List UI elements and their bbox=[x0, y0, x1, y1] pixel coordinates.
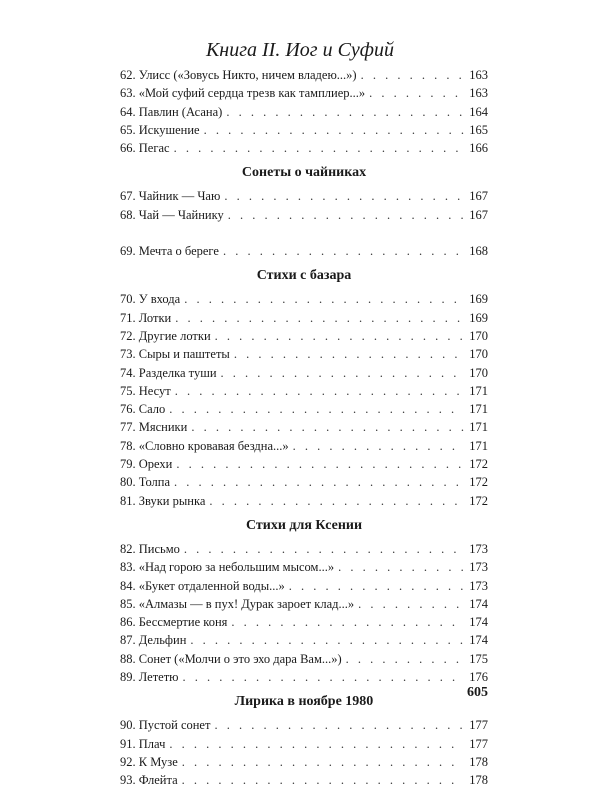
toc-entry bbox=[120, 437, 488, 455]
toc-entry-page: 171 bbox=[469, 438, 488, 453]
section-heading: Лирика в ноябре 1980 bbox=[234, 694, 374, 710]
toc-entry bbox=[120, 771, 488, 789]
toc-entry-title: 93. Флейта bbox=[120, 773, 178, 788]
toc-entry-title: 69. Мечта о береге bbox=[120, 244, 219, 259]
toc-entry bbox=[120, 139, 488, 157]
toc-entry-title: 65. Искушение bbox=[120, 122, 200, 137]
dot-leader bbox=[338, 558, 464, 576]
toc-entry-page: 167 bbox=[469, 207, 488, 222]
dot-leader bbox=[183, 668, 464, 686]
toc-entry-title: 67. Чайник — Чаю bbox=[120, 189, 221, 204]
toc-entry bbox=[120, 309, 488, 327]
toc-entry-title: 73. Сыры и паштеты bbox=[120, 347, 230, 362]
toc-entry bbox=[120, 66, 488, 84]
toc-entry-page: 171 bbox=[469, 383, 488, 398]
toc-entry-page: 167 bbox=[469, 189, 488, 204]
dot-leader bbox=[209, 492, 464, 510]
toc-entry bbox=[120, 668, 488, 686]
dot-leader bbox=[369, 84, 464, 102]
toc-entry bbox=[120, 650, 488, 668]
toc-entry-title: 72. Другие лотки bbox=[120, 328, 211, 343]
toc-entry-title: 64. Павлин (Асана) bbox=[120, 104, 223, 119]
toc-entry-title: 76. Сало bbox=[120, 402, 166, 417]
toc-entry bbox=[120, 631, 488, 649]
toc-entry-title: 77. Мясники bbox=[120, 420, 188, 435]
section-heading: Стихи с базара bbox=[256, 268, 352, 284]
toc-entry-page: 174 bbox=[469, 633, 488, 648]
toc-entry-page: 163 bbox=[469, 68, 488, 82]
toc-entry bbox=[120, 418, 488, 436]
dot-leader bbox=[358, 595, 464, 613]
toc-entry bbox=[120, 242, 488, 260]
dot-leader bbox=[169, 735, 464, 753]
toc-entry-page: 172 bbox=[469, 475, 488, 490]
toc-entry-title: 74. Разделка туши bbox=[120, 365, 217, 380]
toc-entry-page: 176 bbox=[469, 670, 488, 685]
toc-entry-title: 83. «Над горою за небольшим мысом...» bbox=[120, 560, 335, 575]
toc-entry-title: 88. Сонет («Молчи о это эхо дара Вам...») bbox=[120, 651, 342, 666]
page-number: 605 bbox=[467, 685, 488, 700]
toc-entry bbox=[120, 558, 488, 576]
toc-entry-page: 170 bbox=[469, 365, 488, 380]
toc-entry-title: 84. «Букет отдаленной воды...» bbox=[120, 578, 285, 593]
toc-entry-page: 172 bbox=[469, 493, 488, 508]
spacer bbox=[120, 224, 488, 242]
dot-leader bbox=[184, 540, 464, 558]
toc-entry-page: 166 bbox=[469, 141, 488, 156]
toc-entry-title: 89. Лететю bbox=[120, 670, 179, 685]
toc-entry-page: 177 bbox=[469, 736, 488, 751]
toc-entry-title: 62. Улисс («Зовусь Никто, ничем владею...») bbox=[120, 68, 357, 82]
toc-entry-page: 170 bbox=[469, 328, 488, 343]
toc-entry-title: 79. Орехи bbox=[120, 457, 173, 472]
toc-entry-page: 174 bbox=[469, 596, 488, 611]
toc-entry-title: 90. Пустой сонет bbox=[120, 718, 211, 733]
toc-entry-page: 173 bbox=[469, 578, 488, 593]
dot-leader bbox=[204, 121, 464, 139]
toc-entry-title: 78. «Словно кровавая бездна...» bbox=[120, 438, 289, 453]
toc-entry-page: 174 bbox=[469, 615, 488, 630]
toc-entry-page: 177 bbox=[469, 718, 488, 733]
toc-entry bbox=[120, 103, 488, 121]
toc-entry bbox=[120, 455, 488, 473]
dot-leader bbox=[361, 66, 464, 84]
dot-leader bbox=[191, 418, 464, 436]
toc-entry-title: 82. Письмо bbox=[120, 541, 180, 556]
toc-entry bbox=[120, 206, 488, 224]
toc-entry-page: 171 bbox=[469, 402, 488, 417]
section-heading: Сонеты о чайниках bbox=[241, 165, 367, 181]
toc-entry-title: 86. Бессмертие коня bbox=[120, 615, 228, 630]
toc-entry-page: 175 bbox=[469, 651, 488, 666]
toc-entry-page: 172 bbox=[469, 457, 488, 472]
toc-entry-page: 173 bbox=[469, 541, 488, 556]
toc-entry-title: 75. Несут bbox=[120, 383, 171, 398]
dot-leader bbox=[174, 139, 464, 157]
dot-leader bbox=[224, 187, 464, 205]
dot-leader bbox=[234, 345, 464, 363]
toc-entry bbox=[120, 382, 488, 400]
toc-entry-page: 178 bbox=[469, 773, 488, 788]
toc-entry bbox=[120, 577, 488, 595]
toc-entry bbox=[120, 716, 488, 734]
dot-leader bbox=[175, 382, 464, 400]
toc-entry bbox=[120, 595, 488, 613]
toc-entry-title: 66. Пегас bbox=[120, 141, 170, 156]
toc-entry bbox=[120, 753, 488, 771]
toc-entry-page: 173 bbox=[469, 560, 488, 575]
section-heading: Стихи для Ксении bbox=[245, 517, 363, 533]
toc-entry-page: 178 bbox=[469, 754, 488, 769]
toc-entry-title: 71. Лотки bbox=[120, 310, 172, 325]
toc-entry-page: 163 bbox=[469, 86, 488, 101]
toc-entry bbox=[120, 327, 488, 345]
toc-entry bbox=[120, 187, 488, 205]
toc-entry-page: 168 bbox=[469, 244, 488, 259]
table-of-contents bbox=[120, 66, 488, 790]
toc-entry bbox=[120, 540, 488, 558]
dot-leader bbox=[226, 103, 464, 121]
dot-leader bbox=[176, 455, 464, 473]
dot-leader bbox=[182, 771, 464, 789]
dot-leader bbox=[174, 473, 464, 491]
dot-leader bbox=[346, 650, 464, 668]
dot-leader bbox=[190, 631, 464, 649]
toc-entry bbox=[120, 735, 488, 753]
toc-entry bbox=[120, 345, 488, 363]
dot-leader bbox=[231, 613, 464, 631]
toc-entry-page: 171 bbox=[469, 420, 488, 435]
dot-leader bbox=[215, 327, 464, 345]
toc-entry-title: 87. Дельфин bbox=[120, 633, 187, 648]
toc-entry-title: 81. Звуки рынка bbox=[120, 493, 206, 508]
toc-entry bbox=[120, 492, 488, 510]
toc-entry-title: 85. «Алмазы — в пух! Дурак зароет клад...» bbox=[120, 596, 355, 611]
toc-entry-page: 170 bbox=[469, 347, 488, 362]
dot-leader bbox=[182, 753, 464, 771]
toc-entry-page: 165 bbox=[469, 122, 488, 137]
dot-leader bbox=[214, 716, 464, 734]
toc-entry-title: 80. Толпа bbox=[120, 475, 171, 490]
toc-entry-title: 70. У входа bbox=[120, 292, 181, 307]
toc-entry bbox=[120, 364, 488, 382]
dot-leader bbox=[169, 400, 464, 418]
dot-leader bbox=[221, 364, 464, 382]
toc-entry bbox=[120, 400, 488, 418]
toc-entry bbox=[120, 121, 488, 139]
toc-entry-title: 91. Плач bbox=[120, 736, 166, 751]
dot-leader bbox=[293, 437, 464, 455]
toc-entry bbox=[120, 473, 488, 491]
toc-entry-title: 68. Чай — Чайнику bbox=[120, 207, 224, 222]
toc-entry-title: 92. К Музе bbox=[120, 754, 178, 769]
toc-entry bbox=[120, 613, 488, 631]
book-title: Книга II. Иог и Суфий bbox=[206, 39, 394, 61]
dot-leader bbox=[228, 206, 464, 224]
toc-entry-title: 63. «Мой суфий сердца трезв как тамплиер...» bbox=[120, 86, 366, 101]
toc-entry bbox=[120, 290, 488, 308]
dot-leader bbox=[175, 309, 464, 327]
toc-entry-page: 169 bbox=[469, 310, 488, 325]
dot-leader bbox=[184, 290, 464, 308]
toc-entry-page: 164 bbox=[469, 104, 488, 119]
toc-entry-page: 169 bbox=[469, 292, 488, 307]
dot-leader bbox=[289, 577, 464, 595]
dot-leader bbox=[223, 242, 464, 260]
toc-entry bbox=[120, 84, 488, 102]
